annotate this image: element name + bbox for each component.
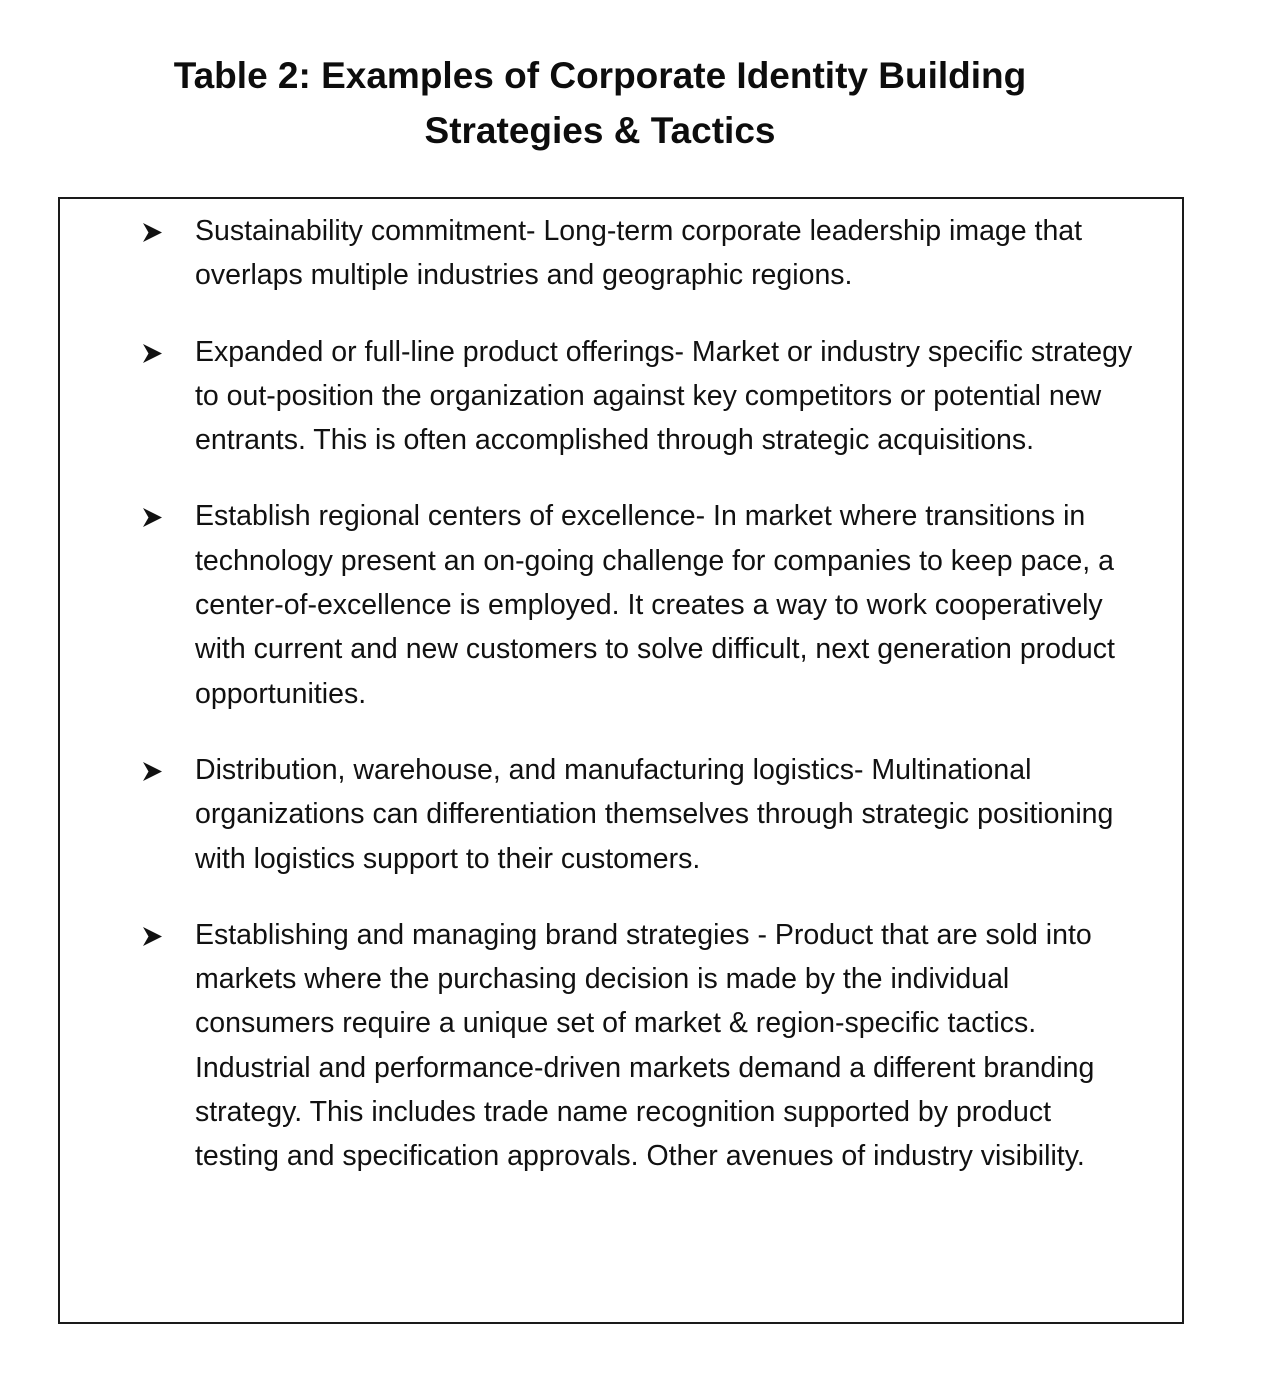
list-item	[140, 209, 1140, 298]
arrowhead-bullet-icon	[140, 330, 166, 374]
list-item	[140, 494, 1140, 715]
list-item-text: Establish regional centers of excellence- In market where transitions in technology present an on-going challenge for companies to keep pace, a center-of-excellence is employed. It creates a way to work cooperatively with current and new customers to solve difficult, next generation product opportunities.	[195, 500, 1115, 710]
list-item-text: Distribution, warehouse, and manufacturing logistics- Multinational organizations can differentiation themselves through strategic positioning with logistics support to their customers.	[195, 753, 1114, 875]
table-title-line-1: Table 2: Examples of Corporate Identity Building	[173, 55, 1027, 96]
strategies-box	[58, 197, 1184, 1324]
list-item	[140, 913, 1140, 1179]
list-item-text: Expanded or full-line product offerings- Market or industry specific strategy to out-position the organization against key competitors or potential new entrants. This is often accomplished through strategic acquisitions.	[195, 335, 1133, 457]
list-item-text: Sustainability commitment- Long-term corporate leadership image that overlaps multiple industries and geographic regions.	[195, 215, 1083, 292]
list-item	[140, 330, 1140, 463]
list-item	[140, 748, 1140, 881]
table-title	[100, 48, 1100, 158]
arrowhead-bullet-icon	[140, 748, 166, 792]
arrowhead-bullet-icon	[140, 494, 166, 538]
arrowhead-bullet-icon	[140, 913, 166, 957]
strategies-list	[140, 209, 1140, 1211]
table-title-line-2: Strategies & Tactics	[424, 110, 776, 151]
arrowhead-bullet-icon	[140, 209, 166, 253]
list-item-text: Establishing and managing brand strategies - Product that are sold into markets where the purchasing decision is made by the individual consumers require a unique set of market & region-specific tactics. Industrial and performance-driven markets demand a different branding strategy. This includes trade name recognition supported by product testing and specification approvals. Other avenues of industry visibility.	[195, 918, 1095, 1173]
